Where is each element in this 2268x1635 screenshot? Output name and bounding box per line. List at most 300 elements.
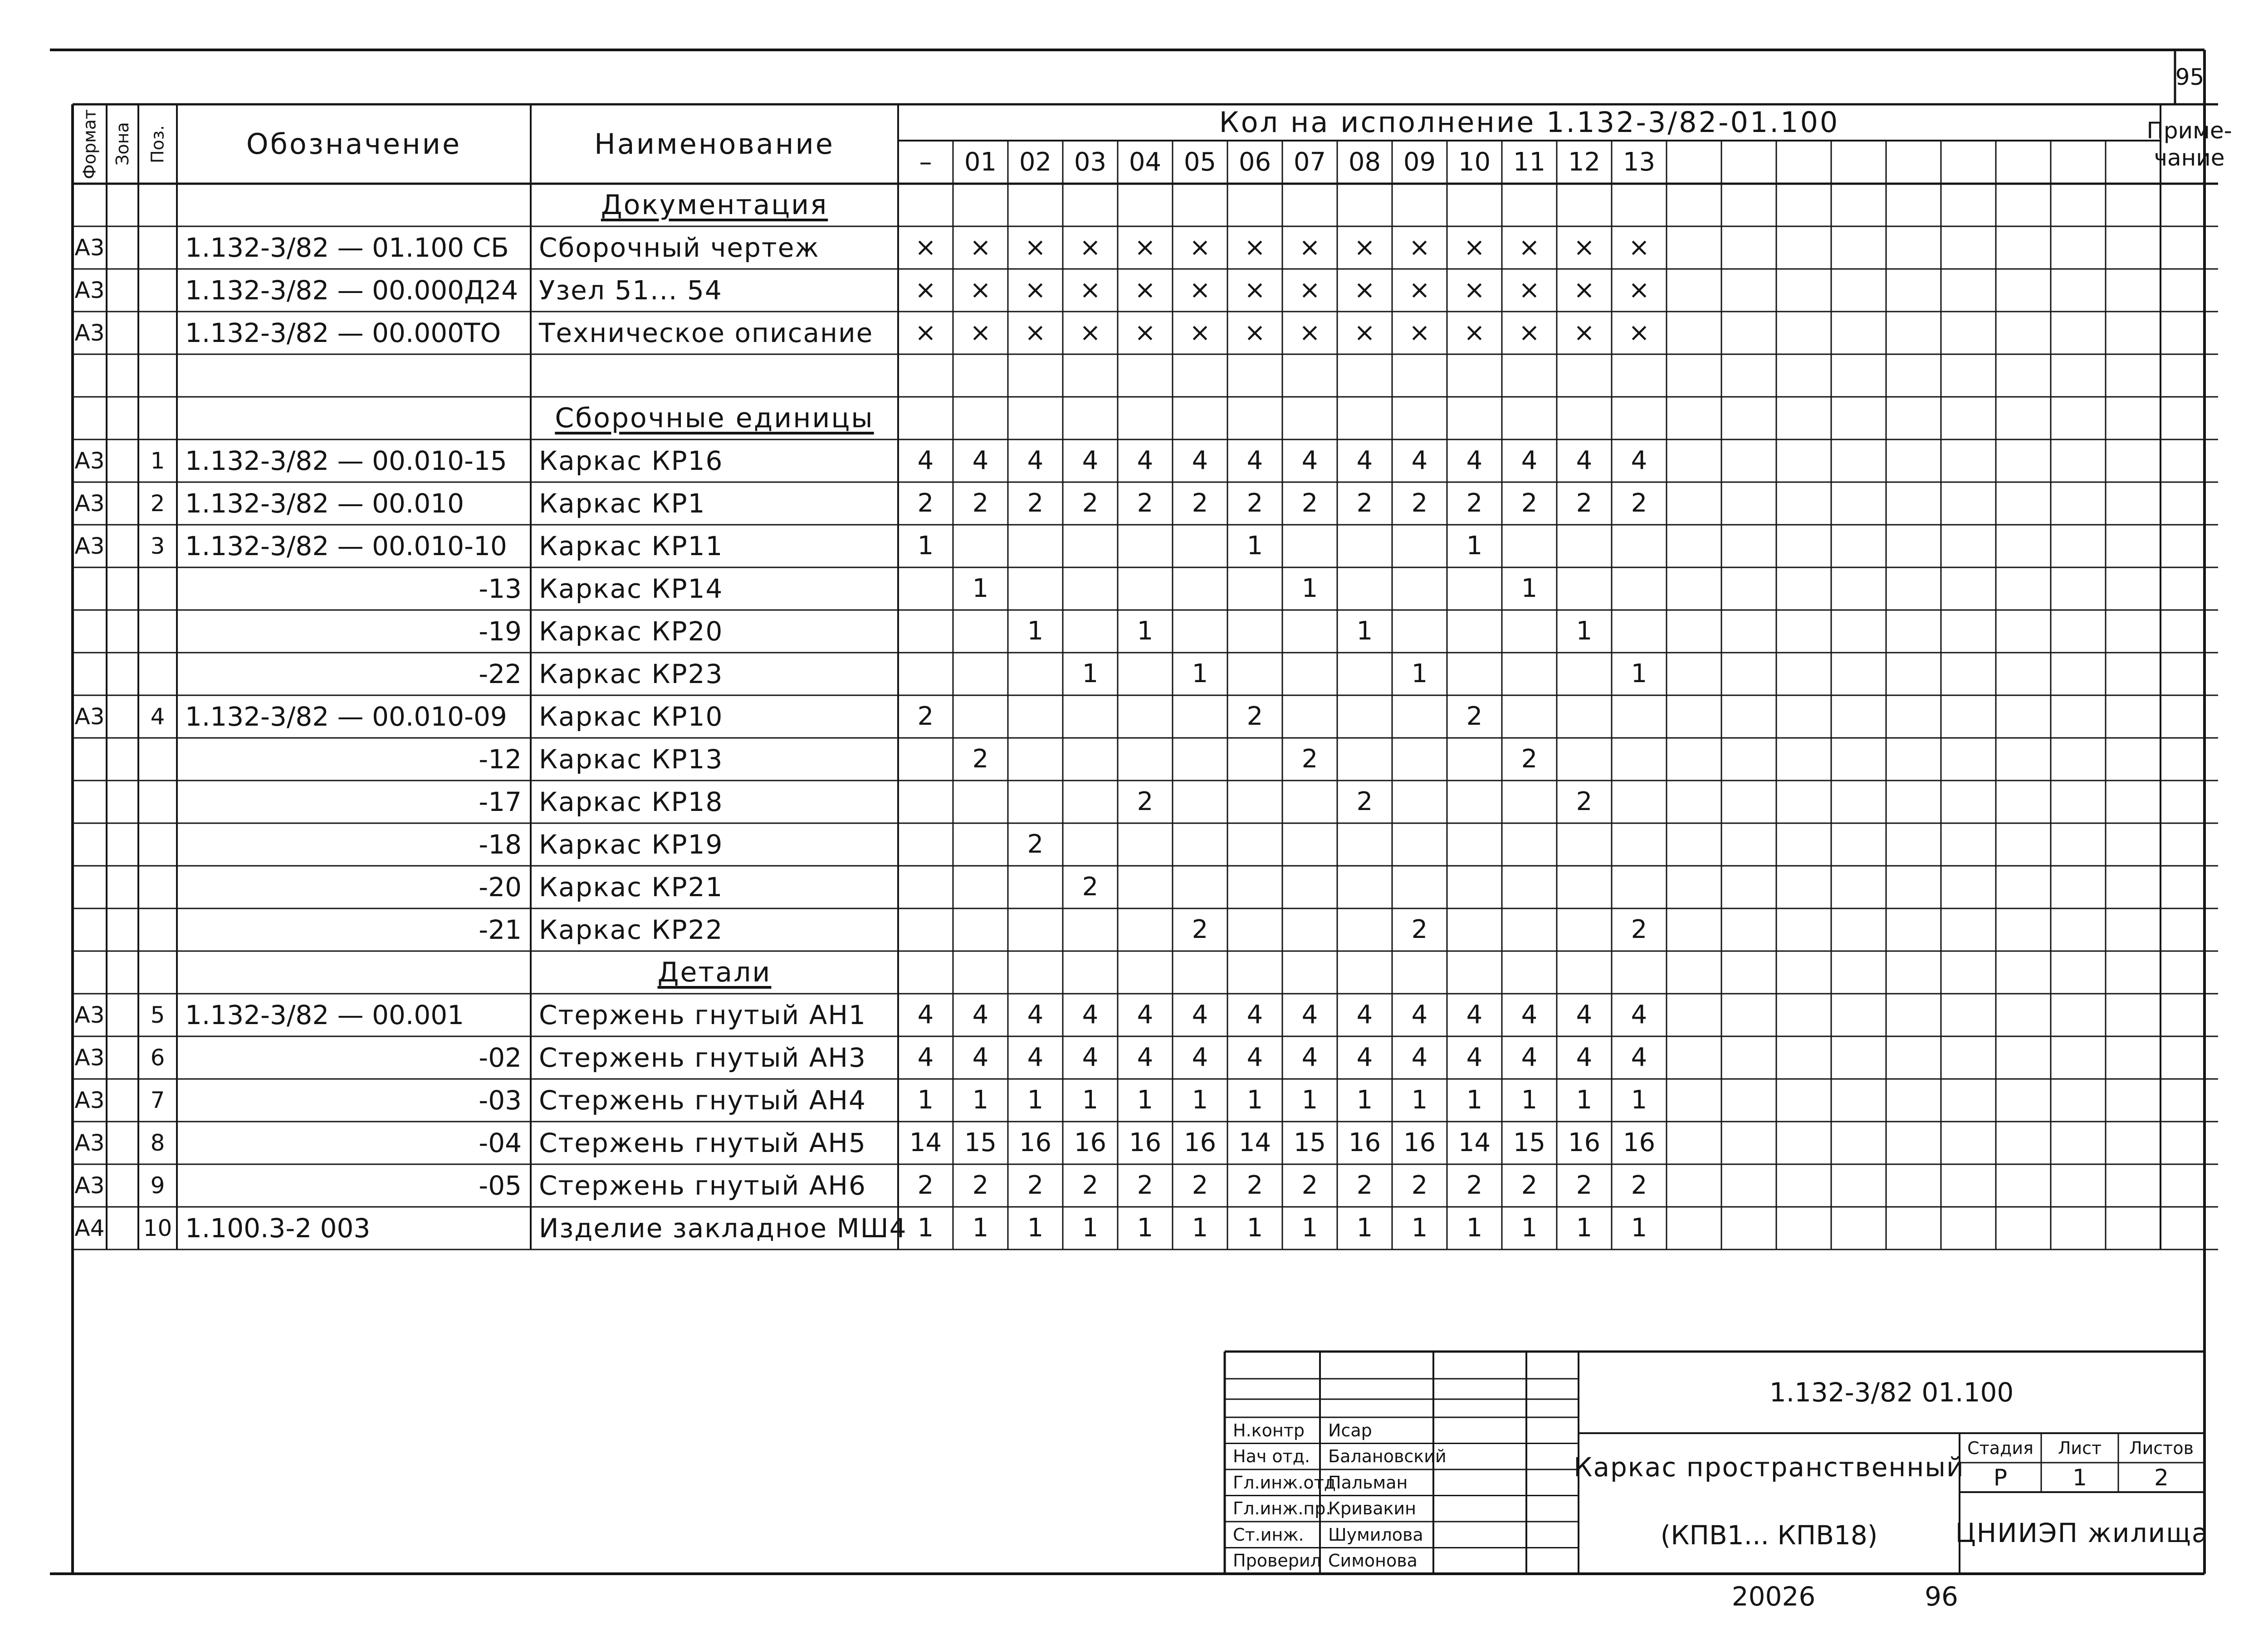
quantity-cell: 1 (1246, 1213, 1263, 1243)
document-title: Каркас пространственный (1574, 1452, 1965, 1483)
quantity-cell: 1 (1137, 1213, 1154, 1243)
quantity-cell: 1 (1356, 616, 1373, 646)
quantity-cell: 2 (1082, 488, 1099, 518)
column-header-quantity: Кол на исполнение 1.132-3/82-01.100 (1219, 106, 1840, 139)
quantity-cell: 4 (1301, 1000, 1318, 1030)
quantity-cell: 2 (972, 1171, 989, 1200)
quantity-cell: 2 (1301, 744, 1318, 774)
quantity-cell: × (1464, 275, 1485, 305)
quantity-cell: × (1628, 233, 1650, 262)
name-cell: Стержень гнутый АН3 (539, 1042, 866, 1073)
variant-header: 04 (1129, 147, 1162, 177)
quantity-cell: 2 (1137, 1171, 1154, 1200)
format-cell: А3 (74, 1172, 105, 1199)
quantity-cell: 4 (1082, 1000, 1099, 1030)
variant-header: 03 (1074, 147, 1107, 177)
quantity-cell: × (1134, 318, 1156, 347)
quantity-cell: 2 (1192, 1171, 1208, 1200)
quantity-cell: 1 (1631, 1213, 1647, 1243)
quantity-cell: 2 (1576, 488, 1593, 518)
format-cell: А3 (74, 1087, 105, 1113)
quantity-cell: 4 (1246, 1000, 1263, 1030)
quantity-cell: × (1244, 275, 1266, 305)
quantity-cell: 1 (972, 1085, 989, 1115)
name-cell: Узел 51... 54 (539, 275, 723, 306)
quantity-cell: 4 (1411, 446, 1428, 475)
quantity-cell: 4 (1576, 1000, 1593, 1030)
quantity-cell: 1 (1466, 1213, 1483, 1243)
quantity-cell: 2 (1631, 915, 1647, 944)
quantity-cell: × (1464, 318, 1485, 347)
quantity-cell: 1 (1192, 659, 1208, 688)
position-cell (138, 567, 177, 610)
quantity-cell: 16 (1129, 1128, 1162, 1157)
sheets-value: 2 (2154, 1464, 2169, 1491)
position-cell (138, 269, 177, 312)
sheet-number: 95 (2175, 64, 2204, 90)
quantity-cell: 4 (1027, 446, 1044, 475)
column-header-format: Формат (79, 109, 100, 179)
position-cell (138, 738, 177, 781)
quantity-cell: × (1080, 275, 1101, 305)
variant-header: 13 (1623, 147, 1656, 177)
designation-cell: 1.132-3/82 — 00.010-09 (185, 701, 507, 732)
position-cell (138, 866, 177, 908)
quantity-cell: × (1409, 275, 1430, 305)
quantity-cell: 2 (1301, 1171, 1318, 1200)
quantity-cell: 4 (1192, 1043, 1208, 1072)
quantity-cell: × (1519, 233, 1540, 262)
quantity-cell: 16 (1568, 1128, 1601, 1157)
quantity-cell: × (970, 318, 991, 347)
position-cell: 1 (150, 448, 165, 474)
designation-cell: -21 (479, 914, 522, 945)
signature-name: Исар (1328, 1420, 1372, 1440)
variant-header: 05 (1183, 147, 1217, 177)
quantity-cell: 2 (1356, 1171, 1373, 1200)
quantity-cell: × (970, 233, 991, 262)
quantity-cell: 2 (1246, 702, 1263, 731)
quantity-cell: 4 (1521, 446, 1538, 475)
format-cell (73, 866, 107, 908)
quantity-cell: × (1574, 318, 1595, 347)
column-header-name: Наименование (594, 127, 835, 161)
quantity-cell: 2 (1192, 915, 1208, 944)
quantity-cell: 1 (1631, 1085, 1647, 1115)
column-header-note: Приме- чание (2146, 117, 2232, 171)
format-cell: А3 (74, 703, 105, 730)
quantity-cell: 4 (1301, 446, 1318, 475)
position-cell: 3 (150, 533, 165, 559)
quantity-cell: 4 (1466, 1000, 1483, 1030)
quantity-cell: 1 (1521, 574, 1538, 603)
designation-cell: -05 (479, 1170, 522, 1201)
designation-cell: -18 (479, 829, 522, 860)
signature-name: Пальман (1328, 1472, 1408, 1493)
quantity-cell: 4 (1411, 1043, 1428, 1072)
quantity-cell: 4 (917, 1043, 934, 1072)
variant-header: 02 (1019, 147, 1052, 177)
variant-header: 06 (1238, 147, 1271, 177)
quantity-cell: 1 (1521, 1213, 1538, 1243)
quantity-cell: 2 (1356, 488, 1373, 518)
quantity-cell: 1 (917, 1213, 934, 1243)
name-cell: Каркас КР23 (539, 659, 723, 689)
name-cell: Каркас КР14 (539, 573, 723, 604)
quantity-cell: 15 (1513, 1128, 1546, 1157)
position-cell (138, 312, 177, 354)
quantity-cell: 2 (1411, 488, 1428, 518)
section-title: Сборочные единицы (555, 402, 874, 434)
quantity-cell: 4 (1301, 1043, 1318, 1072)
variant-header: 12 (1568, 147, 1601, 177)
quantity-cell: × (1299, 233, 1320, 262)
quantity-cell: × (1354, 318, 1375, 347)
quantity-cell: 4 (1631, 1043, 1647, 1072)
format-cell: А3 (74, 490, 105, 517)
signature-role: Ст.инж. (1233, 1524, 1304, 1545)
signature-name: Балановский (1328, 1446, 1447, 1467)
sheet-label: Лист (2058, 1438, 2102, 1458)
format-cell (73, 653, 107, 695)
quantity-cell: 16 (1403, 1128, 1436, 1157)
quantity-cell: 4 (1466, 1043, 1483, 1072)
quantity-cell: × (1244, 318, 1266, 347)
quantity-cell: × (1519, 318, 1540, 347)
quantity-cell: 2 (1082, 1171, 1099, 1200)
quantity-cell: 2 (1521, 1171, 1538, 1200)
quantity-cell: 2 (917, 702, 934, 731)
position-cell: 9 (150, 1172, 165, 1199)
name-cell: Стержень гнутый АН5 (539, 1127, 866, 1158)
position-cell (138, 823, 177, 866)
position-cell: 4 (150, 703, 165, 730)
quantity-cell: 1 (1411, 659, 1428, 688)
quantity-cell: × (915, 318, 936, 347)
quantity-cell: 4 (1631, 446, 1647, 475)
quantity-cell: 2 (1466, 488, 1483, 518)
quantity-cell: 1 (917, 531, 934, 561)
quantity-cell: 4 (917, 446, 934, 475)
designation-cell: -02 (479, 1042, 522, 1073)
quantity-cell: × (915, 275, 936, 305)
format-cell: А3 (74, 1130, 105, 1156)
quantity-cell: × (1189, 275, 1211, 305)
name-cell: Стержень гнутый АН4 (539, 1085, 866, 1116)
quantity-cell: × (1354, 233, 1375, 262)
quantity-cell: 4 (1576, 446, 1593, 475)
signature-name: Кривакин (1328, 1498, 1416, 1519)
quantity-cell: 1 (1521, 1085, 1538, 1115)
position-cell: 10 (143, 1215, 172, 1241)
quantity-cell: 2 (972, 488, 989, 518)
quantity-cell: 4 (1082, 1043, 1099, 1072)
stage-label: Стадия (1967, 1438, 2033, 1458)
quantity-cell: × (1080, 318, 1101, 347)
quantity-cell: 2 (1411, 1171, 1428, 1200)
quantity-cell: × (1574, 233, 1595, 262)
quantity-cell: 1 (1082, 659, 1099, 688)
quantity-cell: × (1354, 275, 1375, 305)
column-header-zone: Зона (112, 122, 132, 166)
signature-name: Шумилова (1328, 1524, 1423, 1545)
designation-cell: 1.132-3/82 — 00.000Д24 (185, 275, 518, 306)
format-cell (73, 908, 107, 951)
format-cell (73, 823, 107, 866)
quantity-cell: 4 (1027, 1000, 1044, 1030)
quantity-cell: 1 (1137, 616, 1154, 646)
position-cell (138, 610, 177, 653)
designation-cell: 1.132-3/82 — 01.100 СБ (185, 232, 509, 263)
format-cell: А3 (74, 234, 105, 261)
document-subtitle: (КПВ1... КПВ18) (1660, 1520, 1878, 1551)
name-cell: Стержень гнутый АН6 (539, 1170, 866, 1201)
quantity-cell: 4 (972, 1043, 989, 1072)
quantity-cell: 4 (972, 446, 989, 475)
quantity-cell: 2 (972, 744, 989, 774)
name-cell: Каркас КР11 (539, 531, 723, 561)
quantity-cell: 4 (1192, 1000, 1208, 1030)
quantity-cell: 15 (964, 1128, 997, 1157)
quantity-cell: 1 (1576, 616, 1593, 646)
quantity-cell: 2 (1356, 787, 1373, 816)
signature-role: Проверил (1233, 1551, 1321, 1571)
quantity-cell: 16 (1623, 1128, 1656, 1157)
sheets-label: Листов (2129, 1438, 2194, 1458)
section-title: Документация (601, 189, 828, 221)
quantity-cell: × (970, 275, 991, 305)
quantity-cell: 2 (1631, 488, 1647, 518)
designation-cell: -13 (479, 573, 522, 604)
column-header-designation: Обозначение (246, 127, 462, 161)
quantity-cell: 4 (1027, 1043, 1044, 1072)
quantity-cell: × (1409, 233, 1430, 262)
name-cell: Каркас КР18 (539, 786, 723, 817)
quantity-cell: 2 (917, 1171, 934, 1200)
quantity-cell: 1 (1082, 1085, 1099, 1115)
quantity-cell: 1 (1246, 531, 1263, 561)
quantity-cell: × (1025, 233, 1046, 262)
quantity-cell: 2 (1576, 1171, 1593, 1200)
quantity-cell: 1 (972, 574, 989, 603)
designation-cell: 1.132-3/82 — 00.010 (185, 488, 464, 519)
position-cell: 8 (150, 1130, 165, 1156)
signature-role: Гл.инж.отд. (1233, 1472, 1342, 1493)
signature-role: Нач отд. (1233, 1446, 1310, 1467)
quantity-cell: 2 (1521, 488, 1538, 518)
quantity-cell: 4 (972, 1000, 989, 1030)
quantity-cell: 4 (1521, 1043, 1538, 1072)
quantity-cell: 4 (1631, 1000, 1647, 1030)
quantity-cell: 2 (1631, 1171, 1647, 1200)
quantity-cell: 4 (1192, 446, 1208, 475)
quantity-cell: 4 (1246, 1043, 1263, 1072)
quantity-cell: 4 (1137, 446, 1154, 475)
quantity-cell: 4 (917, 1000, 934, 1030)
position-cell (138, 908, 177, 951)
variant-header: 01 (964, 147, 997, 177)
quantity-cell: 4 (1356, 1000, 1373, 1030)
name-cell: Сборочный чертеж (539, 232, 820, 263)
quantity-cell: 1 (1137, 1085, 1154, 1115)
quantity-cell: 1 (1246, 1085, 1263, 1115)
section-title: Детали (657, 957, 772, 988)
format-cell: А4 (74, 1215, 105, 1241)
variant-header: 11 (1513, 147, 1546, 177)
quantity-cell: × (1464, 233, 1485, 262)
quantity-cell: 1 (1192, 1085, 1208, 1115)
position-cell: 2 (150, 490, 165, 517)
name-cell: Каркас КР21 (539, 872, 723, 903)
quantity-cell: 2 (1027, 488, 1044, 518)
format-cell: А3 (74, 533, 105, 559)
quantity-cell: 2 (1466, 1171, 1483, 1200)
quantity-cell: 2 (1521, 744, 1538, 774)
quantity-cell: 2 (1576, 787, 1593, 816)
position-cell (138, 781, 177, 823)
quantity-cell: 2 (917, 488, 934, 518)
position-cell (138, 653, 177, 695)
name-cell: Каркас КР13 (539, 744, 723, 775)
quantity-cell: 2 (1301, 488, 1318, 518)
quantity-cell: 4 (1411, 1000, 1428, 1030)
quantity-cell: × (1519, 275, 1540, 305)
organization-name: ЦНИИЭП жилища (1955, 1518, 2209, 1548)
quantity-cell: 1 (1027, 1085, 1044, 1115)
name-cell: Каркас КР19 (539, 829, 723, 860)
name-cell: Каркас КР1 (539, 488, 706, 519)
quantity-cell: 4 (1246, 446, 1263, 475)
footer-archive-number: 20026 (1731, 1581, 1816, 1612)
quantity-cell: 1 (1301, 574, 1318, 603)
quantity-cell: 2 (1192, 488, 1208, 518)
footer-page-number: 96 (1925, 1581, 1958, 1612)
format-cell: А3 (74, 277, 105, 303)
quantity-cell: 14 (909, 1128, 942, 1157)
quantity-cell: × (1299, 275, 1320, 305)
signature-role: Гл.инж.пр. (1233, 1498, 1331, 1519)
quantity-cell: 4 (1466, 446, 1483, 475)
quantity-cell: 1 (1192, 1213, 1208, 1243)
quantity-cell: 2 (1027, 1171, 1044, 1200)
quantity-cell: 1 (1356, 1213, 1373, 1243)
quantity-cell: × (1134, 275, 1156, 305)
position-cell: 6 (150, 1044, 165, 1071)
name-cell: Стержень гнутый АН1 (539, 1000, 866, 1030)
quantity-cell: 1 (1466, 1085, 1483, 1115)
quantity-cell: 1 (1576, 1085, 1593, 1115)
designation-cell: 1.132-3/82 — 00.010-10 (185, 531, 507, 561)
quantity-cell: × (1025, 318, 1046, 347)
quantity-cell: 2 (1466, 702, 1483, 731)
quantity-cell: 1 (917, 1085, 934, 1115)
quantity-cell: × (1025, 275, 1046, 305)
sheet-value: 1 (2072, 1464, 2087, 1491)
quantity-cell: × (915, 233, 936, 262)
variant-header: – (919, 147, 932, 177)
quantity-cell: 14 (1458, 1128, 1491, 1157)
quantity-cell: × (1574, 275, 1595, 305)
designation-cell: -17 (479, 786, 522, 817)
quantity-cell: 16 (1019, 1128, 1052, 1157)
quantity-cell: × (1189, 233, 1211, 262)
quantity-cell: × (1189, 318, 1211, 347)
quantity-cell: 2 (1246, 488, 1263, 518)
quantity-cell: 2 (1137, 488, 1154, 518)
name-cell: Техническое описание (539, 317, 874, 348)
quantity-cell: × (1080, 233, 1101, 262)
quantity-cell: 2 (1027, 830, 1044, 859)
designation-cell: 1.132-3/82 — 00.000ТО (185, 317, 501, 348)
quantity-cell: 1 (1301, 1213, 1318, 1243)
quantity-cell: 14 (1238, 1128, 1271, 1157)
designation-cell: 1.132-3/82 — 00.010-15 (185, 445, 507, 476)
quantity-cell: 2 (1411, 915, 1428, 944)
quantity-cell: × (1134, 233, 1156, 262)
format-cell: А3 (74, 1002, 105, 1028)
quantity-cell: 1 (1411, 1213, 1428, 1243)
name-cell: Изделие закладное МШ4 (539, 1213, 907, 1244)
quantity-cell: 16 (1348, 1128, 1381, 1157)
quantity-cell: 16 (1183, 1128, 1217, 1157)
quantity-cell: 4 (1356, 446, 1373, 475)
quantity-cell: 16 (1074, 1128, 1107, 1157)
designation-cell: 1.132-3/82 — 00.001 (185, 1000, 464, 1030)
quantity-cell: 1 (1411, 1085, 1428, 1115)
position-cell (138, 226, 177, 269)
format-cell (73, 738, 107, 781)
quantity-cell: 1 (972, 1213, 989, 1243)
quantity-cell: 2 (1137, 787, 1154, 816)
variant-header: 09 (1403, 147, 1436, 177)
format-cell (73, 567, 107, 610)
quantity-cell: 4 (1356, 1043, 1373, 1072)
quantity-cell: 1 (1466, 531, 1483, 561)
format-cell: А3 (74, 1044, 105, 1071)
quantity-cell: 4 (1521, 1000, 1538, 1030)
designation-cell: -19 (479, 616, 522, 647)
quantity-cell: 4 (1137, 1000, 1154, 1030)
position-cell: 5 (150, 1002, 165, 1028)
format-cell: А3 (74, 448, 105, 474)
quantity-cell: 1 (1356, 1085, 1373, 1115)
quantity-cell: 15 (1293, 1128, 1326, 1157)
designation-cell: 1.100.3-2 003 (185, 1213, 371, 1244)
position-cell: 7 (150, 1087, 165, 1113)
designation-cell: -03 (479, 1085, 522, 1116)
quantity-cell: 1 (1301, 1085, 1318, 1115)
quantity-cell: 1 (1027, 1213, 1044, 1243)
designation-cell: -12 (479, 744, 522, 775)
quantity-cell: 4 (1082, 446, 1099, 475)
quantity-cell: × (1628, 318, 1650, 347)
quantity-cell: 1 (1631, 659, 1647, 688)
column-header-position: Поз. (147, 125, 168, 163)
quantity-cell: × (1628, 275, 1650, 305)
variant-header: 07 (1293, 147, 1326, 177)
variant-header: 08 (1348, 147, 1381, 177)
signature-name: Симонова (1328, 1551, 1418, 1571)
document-code: 1.132-3/82 01.100 (1769, 1377, 2014, 1408)
designation-cell: -04 (479, 1127, 522, 1158)
quantity-cell: 1 (1576, 1213, 1593, 1243)
designation-cell: -22 (479, 659, 522, 689)
quantity-cell: × (1299, 318, 1320, 347)
name-cell: Каркас КР10 (539, 701, 723, 732)
quantity-cell: × (1244, 233, 1266, 262)
quantity-cell: 4 (1576, 1043, 1593, 1072)
format-cell (73, 610, 107, 653)
